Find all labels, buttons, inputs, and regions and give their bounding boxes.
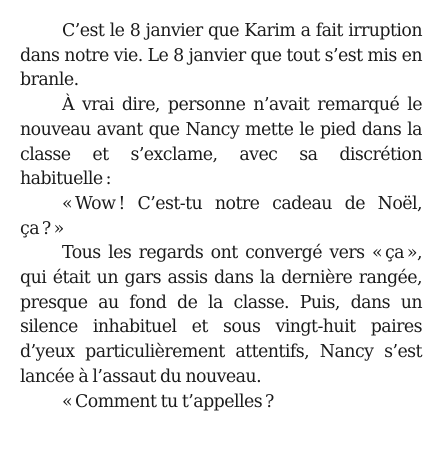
paragraph-4: Tous les regards ont convergé vers « ça », qui était un gars assis dans la dernière rangée, presque au fond de la classe. Puis, dans un silence inhabituel et sous vingt-huit paires d’yeux particulièrement attentifs, Nancy s’est lancée à l’assaut du nouveau. <box>20 243 422 387</box>
page-text <box>20 19 422 414</box>
paragraph-3: « Wow ! C’est-tu notre cadeau de Noël, ça ? » <box>20 193 422 239</box>
paragraph-5: « Comment tu t’appelles ? <box>62 391 274 412</box>
paragraph-2: À vrai dire, personne n’avait remarqué le nouveau avant que Nancy mette le pied dans la classe et s’exclame, avec sa discrétion habituelle : <box>20 95 422 190</box>
paragraph-1: C’est le 8 janvier que Karim a fait irruption dans notre vie. Le 8 janvier que tout s’est mis en branle. <box>20 21 422 91</box>
